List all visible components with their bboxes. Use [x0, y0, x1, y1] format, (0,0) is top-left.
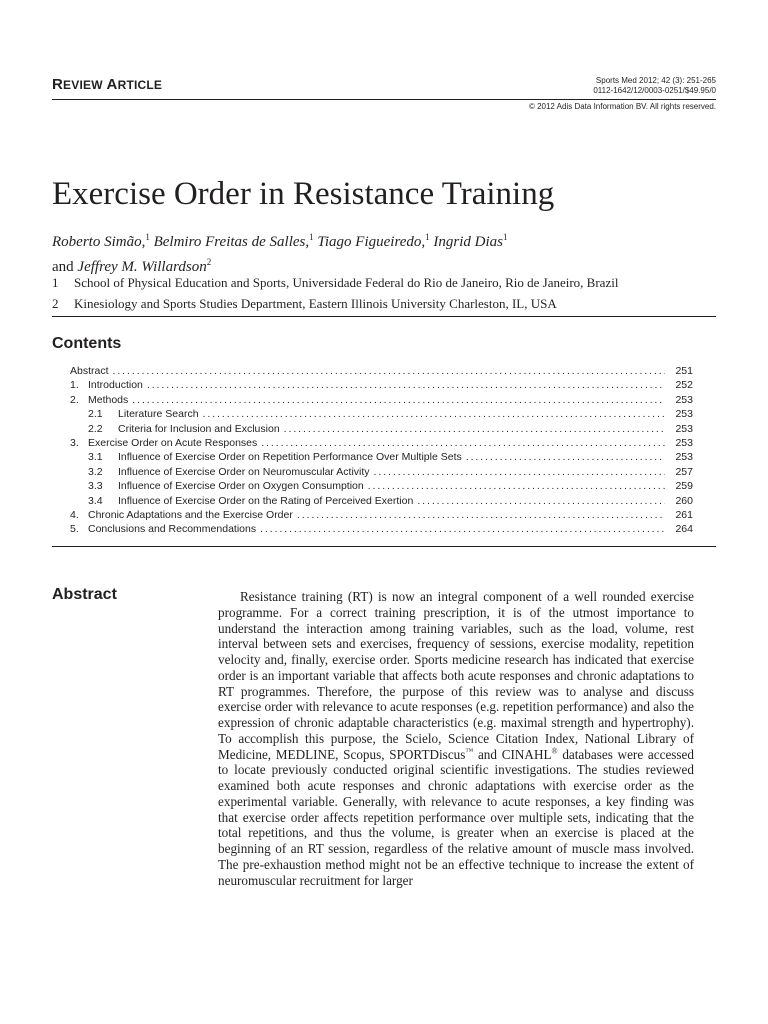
toc-entry-title: Influence of Exercise Order on Neuromuscular Activity	[118, 465, 370, 478]
toc-entry-page: 253	[675, 408, 693, 421]
toc-leader-dots	[284, 422, 665, 436]
abstract-body	[218, 589, 694, 888]
toc-leader-dots	[417, 494, 665, 508]
abstract-text-part: and CINAHL	[473, 746, 552, 762]
toc-entry[interactable]	[70, 450, 693, 464]
toc-leader-dots	[261, 436, 665, 450]
toc-entry-page: 251	[675, 365, 693, 377]
toc-entry[interactable]	[70, 422, 693, 436]
toc-leader-dots	[147, 378, 665, 392]
toc-entry-number: 3.3	[88, 480, 103, 493]
article-title: Exercise Order in Resistance Training	[52, 176, 555, 212]
citation-line: Sports Med 2012; 42 (3): 251-265	[595, 76, 716, 85]
affiliation-text: Kinesiology and Sports Studies Department, Eastern Illinois University Charleston, IL, USA	[74, 296, 557, 311]
author-list	[52, 227, 712, 277]
author-affiliation-mark: 1	[425, 232, 430, 242]
toc-entry-title: Chronic Adaptations and the Exercise Order	[88, 509, 293, 522]
toc-entry-page: 261	[675, 509, 693, 522]
article-type-letter: A	[106, 76, 118, 93]
toc-entry[interactable]	[70, 465, 693, 479]
toc-entry-page: 253	[675, 451, 693, 464]
abstract-text-part: databases were accessed to locate previously conducted original scientific investigations. The studies reviewed examined both acute responses and chronic adaptations with exercise order as the experimental variable. Generally, with relevance to acute responses, a key finding was that exercise order affects repetition performance over multiple sets, indicating that the total repetitions, and thus the volume, is greater when an exercise is placed at the beginning of an RT session, regardless of the relative amount of muscle mass involved. The pre-exhaustion method might not be an effective technique to increase the extent of neuromuscular recruitment for larger	[218, 746, 695, 888]
toc-entry-title: Exercise Order on Acute Responses	[88, 437, 258, 450]
section-rule	[52, 546, 716, 547]
author-line	[52, 227, 712, 252]
author-name: Jeffrey M. Willardson	[77, 259, 207, 275]
author-name: Tiago Figueiredo,	[313, 234, 426, 250]
toc-entry-number: 4.	[70, 509, 79, 522]
author-name: Roberto Simão,	[52, 234, 146, 250]
toc-leader-dots	[374, 465, 665, 479]
toc-entry[interactable]	[70, 393, 693, 407]
article-type	[52, 76, 162, 93]
author-affiliation-mark: 1	[309, 232, 314, 242]
journal-citation	[593, 76, 716, 96]
toc-entry-number: 5.	[70, 523, 79, 536]
author-affiliation-mark: 1	[145, 232, 150, 242]
article-type-word: EVIEW	[63, 78, 103, 92]
toc-entry-title: Influence of Exercise Order on the Rating of Perceived Exertion	[118, 494, 414, 507]
affiliation-text: School of Physical Education and Sports, Universidade Federal do Rio de Janeiro, Rio de Janeiro, Brazil	[74, 275, 619, 290]
toc-entry-number: 3.2	[88, 465, 103, 478]
author-name: Ingrid Dias	[429, 234, 503, 250]
toc-entry-title: Abstract	[70, 365, 109, 377]
table-of-contents	[70, 364, 693, 537]
toc-leader-dots	[113, 364, 665, 378]
affiliation-item	[52, 293, 716, 314]
toc-entry-title: Literature Search	[118, 408, 199, 421]
registered-mark: ®	[551, 746, 558, 756]
abstract-text-part: Resistance training (RT) is now an integral component of a well rounded exercise programme. For a correct training prescription, it is of the utmost importance to understand the interaction among training variables, such as the load, volume, rest interval between sets and exercises, frequency of sessions, exercise modality, repetition velocity and, finally, exercise order. Sports medicine research has indicated that exercise order is an important variable that affects both acute responses and chronic adaptations to RT programmes. Therefore, the purpose of this review was to analyse and discuss exercise order with relevance to acute responses (e.g. repetition performance) and also the expression of chronic adaptable characteristics (e.g. maximal strength and hypertrophy). To accomplish this purpose, the Scielo, Science Citation Index, National Library of Medicine, MEDLINE, Scopus, SPORTDiscus	[218, 589, 694, 762]
toc-entry-page: 260	[675, 494, 693, 507]
section-rule	[52, 316, 716, 317]
author-conjunction: and	[52, 259, 74, 275]
affiliation-number: 2	[52, 296, 59, 311]
toc-entry-title: Criteria for Inclusion and Exclusion	[118, 422, 280, 435]
toc-entry[interactable]	[70, 436, 693, 450]
toc-entry[interactable]	[70, 479, 693, 493]
toc-leader-dots	[132, 393, 665, 407]
toc-entry[interactable]	[70, 522, 693, 536]
toc-leader-dots	[466, 450, 665, 464]
toc-entry[interactable]	[70, 407, 693, 421]
toc-entry-number: 2.	[70, 393, 79, 406]
toc-entry-title: Influence of Exercise Order on Oxygen Consumption	[118, 480, 364, 493]
author-affiliation-mark: 1	[502, 232, 508, 242]
toc-entry[interactable]	[70, 508, 693, 522]
abstract-heading: Abstract	[52, 586, 117, 603]
toc-entry-number: 3.	[70, 437, 79, 450]
toc-entry-page: 253	[675, 393, 693, 406]
toc-entry-number: 3.4	[88, 494, 103, 507]
toc-entry[interactable]	[70, 364, 693, 378]
toc-entry[interactable]	[70, 378, 693, 392]
toc-entry-page: 264	[675, 523, 693, 536]
toc-leader-dots	[260, 522, 665, 536]
toc-entry-page: 252	[675, 379, 693, 392]
author-name: Belmiro Freitas de Salles,	[149, 234, 310, 250]
toc-leader-dots	[368, 479, 665, 493]
author-affiliation-mark: 2	[206, 257, 212, 267]
copyright-notice: © 2012 Adis Data Information BV. All rights reserved.	[528, 102, 716, 111]
toc-entry-number: 2.2	[88, 422, 103, 435]
article-type-word: RTICLE	[117, 78, 163, 92]
contents-heading: Contents	[52, 335, 122, 352]
toc-entry-number: 1.	[70, 379, 79, 392]
affiliation-item	[52, 272, 716, 293]
toc-entry-number: 2.1	[88, 408, 103, 421]
header-rule	[52, 99, 716, 100]
affiliation-number: 1	[52, 275, 59, 290]
trademark-mark: ™	[465, 746, 474, 756]
toc-entry-page: 253	[675, 437, 693, 450]
toc-leader-dots	[203, 407, 665, 421]
affiliation-list	[52, 272, 716, 314]
toc-entry-title: Conclusions and Recommendations	[88, 523, 257, 536]
toc-entry-title: Methods	[88, 393, 129, 406]
toc-entry-title: Introduction	[88, 379, 143, 392]
toc-entry-number: 3.1	[88, 451, 103, 464]
toc-entry[interactable]	[70, 494, 693, 508]
toc-entry-page: 257	[675, 465, 693, 478]
toc-leader-dots	[297, 508, 665, 522]
toc-entry-page: 253	[675, 422, 693, 435]
toc-entry-page: 259	[675, 480, 693, 493]
citation-line: 0112-1642/12/0003-0251/$49.95/0	[593, 86, 716, 95]
article-type-letter: R	[52, 76, 64, 93]
toc-entry-title: Influence of Exercise Order on Repetition Performance Over Multiple Sets	[118, 451, 462, 464]
